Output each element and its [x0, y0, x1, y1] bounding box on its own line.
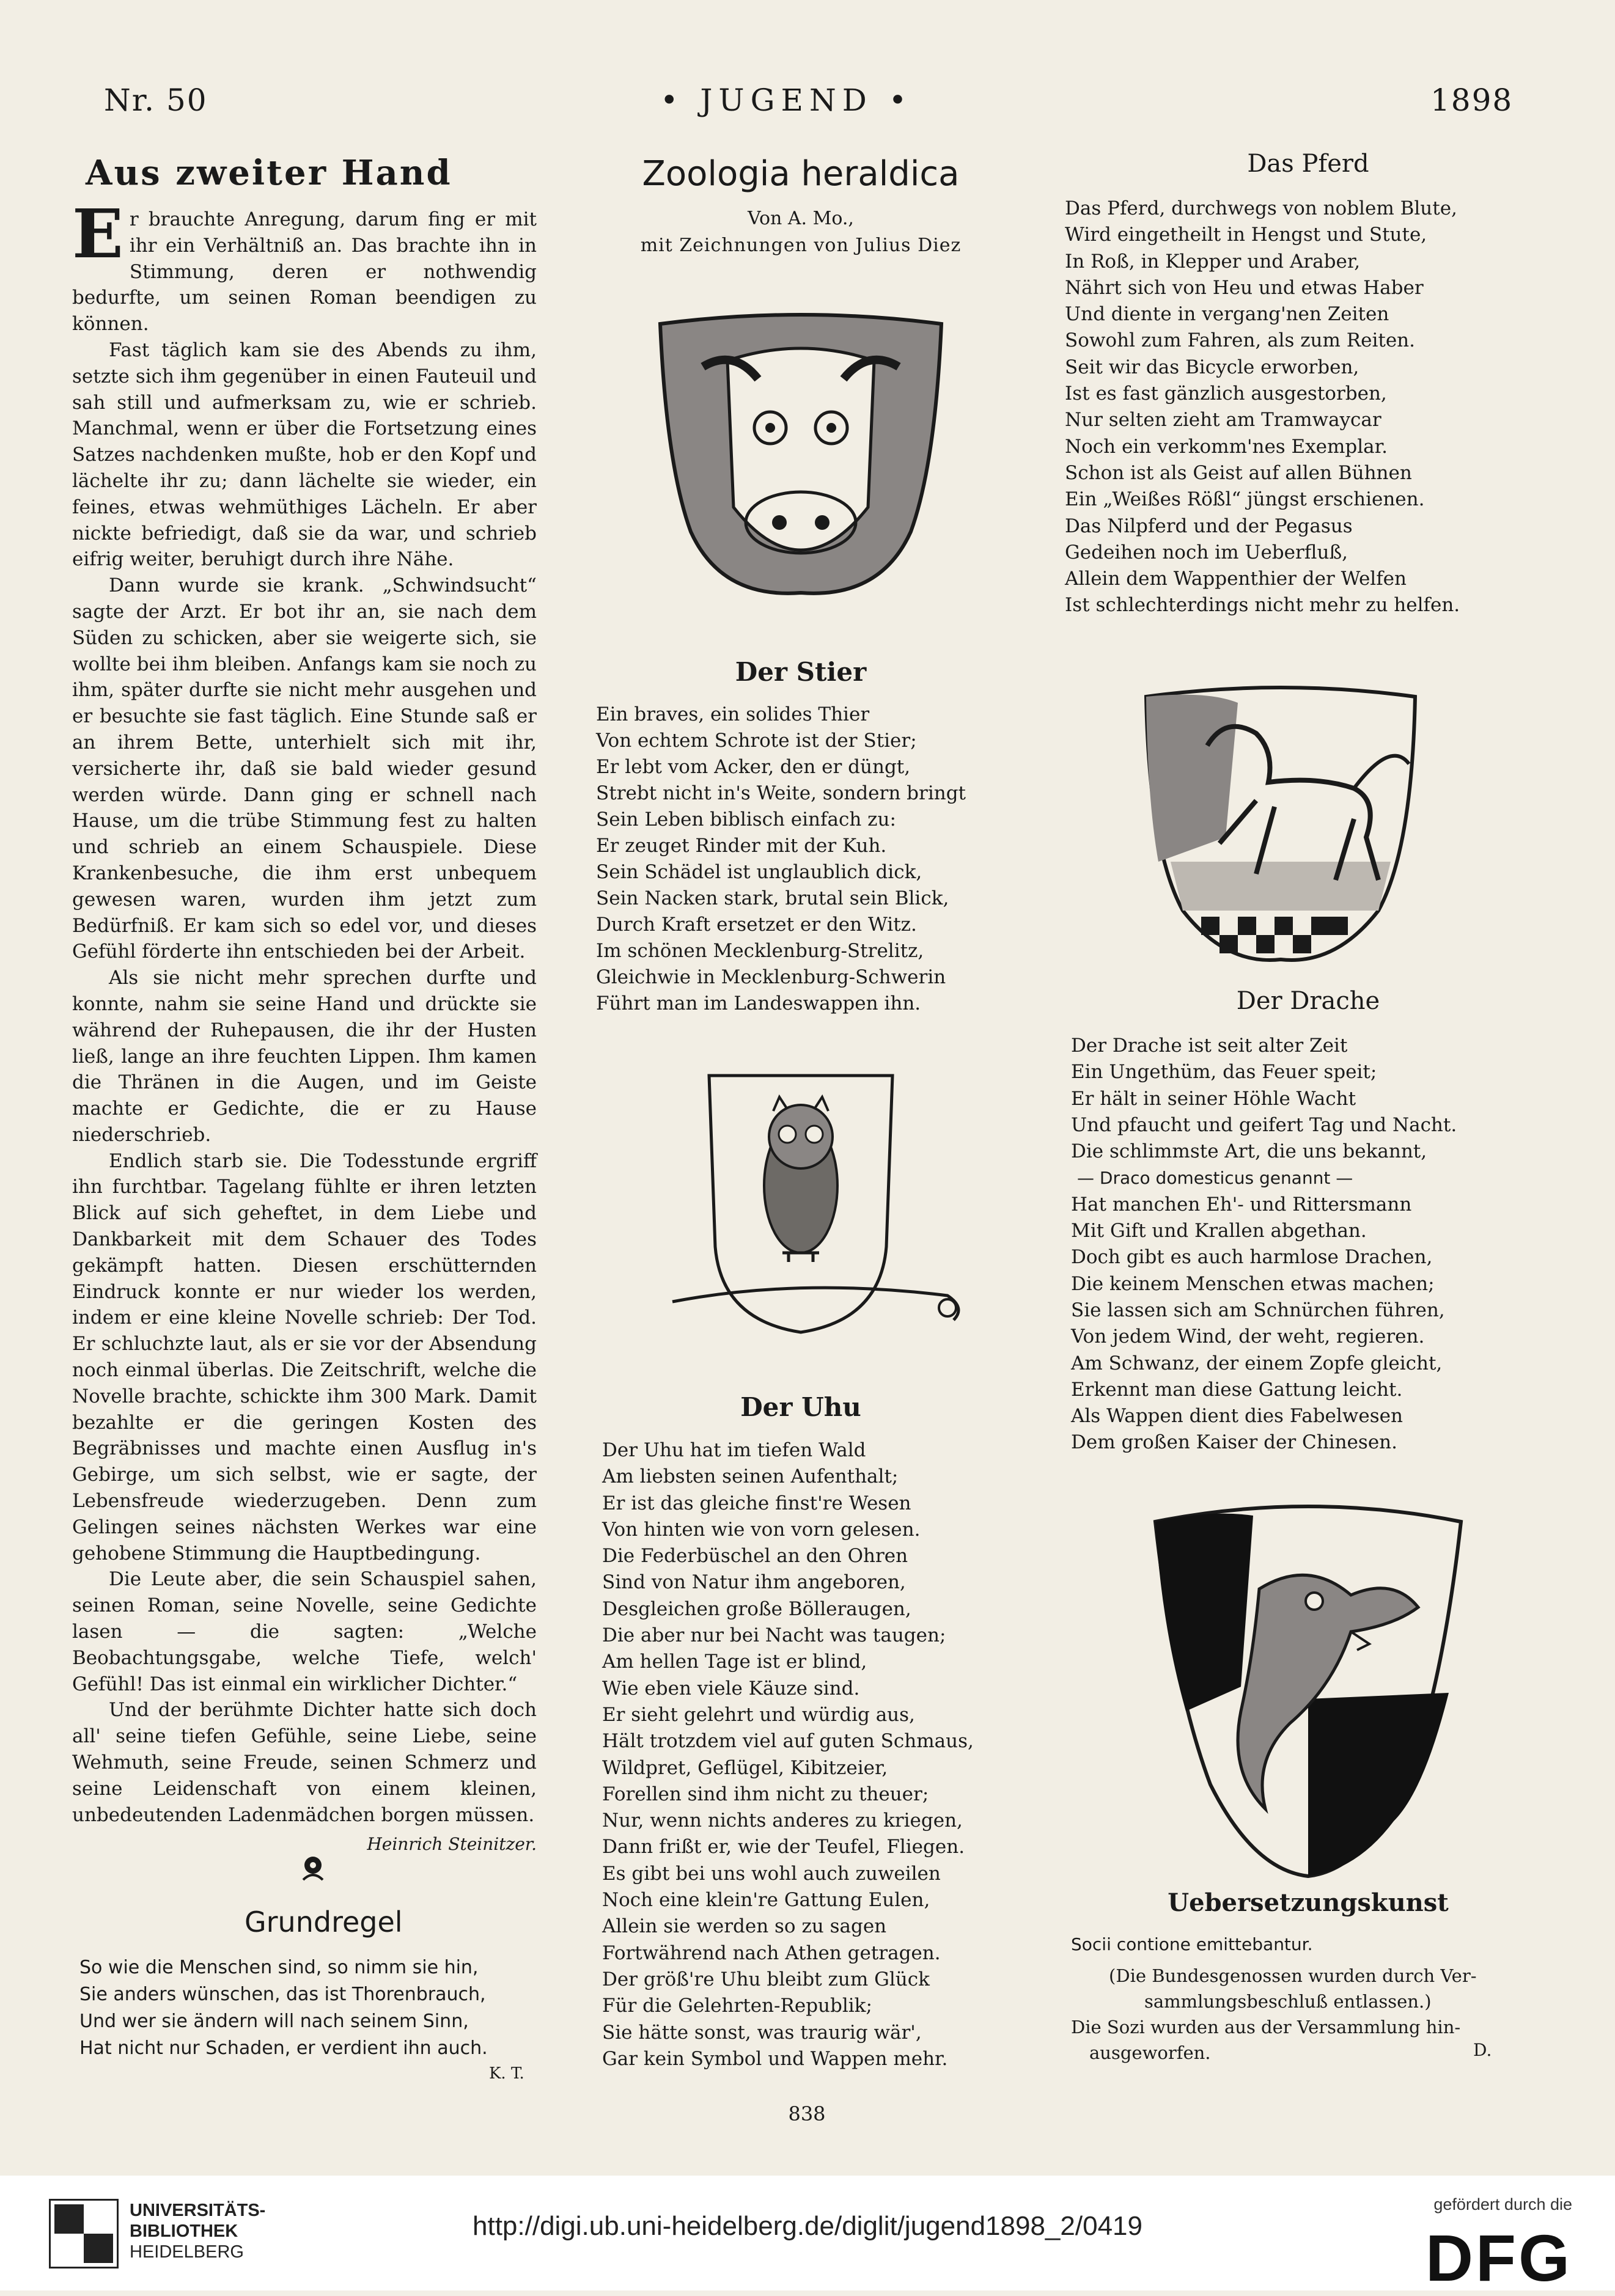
poem-line: Führt man im Landeswappen ihn.	[596, 992, 921, 1014]
poem-line: Erkennt man diese Gattung leicht.	[1071, 1378, 1403, 1401]
poem-line: Ein „Weißes Rößl“ jüngst erschienen.	[1065, 488, 1425, 511]
poem-line: Gleichwie in Mecklenburg-Schwerin	[596, 966, 946, 988]
drop-cap: E	[72, 194, 123, 273]
poem-line: Forellen sind ihm nicht zu theuer;	[602, 1783, 929, 1805]
poem-line: Der Drache ist seit alter Zeit	[1071, 1035, 1348, 1057]
poem-line: Allein dem Wappenthier der Welfen	[1065, 568, 1407, 590]
poem-line: So wie die Menschen sind, so nimm sie hin,	[79, 1957, 479, 1978]
poem-line: Ein braves, ein solides Thier	[596, 703, 870, 725]
poem-line: Der größ're Uhu bleibt zum Glück	[602, 1968, 930, 1990]
stier-title: Der Stier	[735, 657, 867, 687]
poem-line: Der Uhu hat im tiefen Wald	[602, 1439, 866, 1461]
poem-line: Und pfaucht und geifert Tag und Nacht.	[1071, 1113, 1457, 1136]
library-line: BIBLIOTHEK	[130, 2221, 238, 2241]
poem-line: In Roß, in Klepper und Araber,	[1065, 250, 1361, 273]
flower-ornament-icon	[296, 1852, 330, 1886]
funding-caption: gefördert durch die	[1433, 2195, 1572, 2213]
poem-line: Schon ist als Geist auf allen Bühnen	[1065, 461, 1412, 484]
paragraph: Und der berühmte Dichter hatte sich doch all' seine tiefen Gefühle, seine Liebe, seine Wehmuth, seine Freude, seinen Schmerz und seine Leidenschaft von einem kleinen, unbedeutenden Ladenmädchen borgen müssen.	[72, 1699, 537, 1826]
poem-line: Als Wappen dient dies Fabelwesen	[1071, 1405, 1403, 1428]
byline-author: Von A. Mo.,	[748, 208, 854, 229]
poem-line: Ein Ungethüm, das Feuer speit;	[1071, 1061, 1377, 1084]
poem-line: Die schlimmste Art, die uns bekannt,	[1071, 1140, 1427, 1163]
byline-illustrator: mit Zeichnungen von Julius Diez	[640, 235, 962, 256]
poem-line: Am liebsten seinen Aufenthalt;	[602, 1465, 899, 1488]
poem-line: Durch Kraft ersetzet er den Witz.	[596, 914, 917, 936]
poem-line: Die Federbüschel an den Ohren	[602, 1545, 908, 1568]
poem-line: Ist schlechterdings nicht mehr zu helfen.	[1065, 594, 1460, 617]
poem-line: Sind von Natur ihm angeboren,	[602, 1571, 906, 1594]
poem-line: Dann frißt er, wie der Teufel, Fliegen.	[602, 1836, 965, 1858]
text-line: ausgeworfen.	[1089, 2042, 1211, 2063]
issue-number: Nr. 50	[104, 83, 208, 118]
poem-line: Für die Gelehrten-Republik;	[602, 1995, 872, 2017]
poem-line: Ist es fast gänzlich ausgestorben,	[1065, 383, 1387, 405]
poem-line: Die aber nur bei Nacht was taugen;	[602, 1624, 946, 1647]
poem-line: Er ist das gleiche finst're Wesen	[602, 1492, 911, 1514]
poem-line: Das Nilpferd und der Pegasus	[1065, 515, 1353, 537]
poem-line: Die keinem Menschen etwas machen;	[1071, 1272, 1435, 1295]
poem-line: Nur selten zieht am Tramwaycar	[1065, 409, 1381, 431]
poem-line: Strebt nicht in's Weite, sondern bringt	[596, 782, 966, 804]
dragon-shield-icon	[1149, 1503, 1467, 1882]
text-line: Die Sozi wurden aus der Versammlung hin-	[1071, 2017, 1461, 2037]
horse-shield-icon	[1134, 678, 1427, 972]
drache-title: Der Drache	[1236, 987, 1380, 1015]
paragraph: r brauchte Anregung, darum fing er mit ihr ein Verhältniß an. Das brachte ihn in Stimmung, deren er nothwendig bedurfte, um seinen Roman beendigen zu können.	[72, 208, 537, 336]
poem-line: Desgleichen große Bölleraugen,	[602, 1597, 911, 1620]
pferd-poem	[1065, 196, 1554, 619]
poem-line: Sie anders wünschen, das ist Thorenbrauch,	[79, 1984, 486, 2005]
poem-line: Wildpret, Geflügel, Kibitzeier,	[602, 1756, 888, 1779]
section-title: Zoologia heraldica	[642, 154, 960, 194]
poem-line: Sie lassen sich am Schnürchen führen,	[1071, 1299, 1445, 1321]
poem-line: Dem großen Kaiser der Chinesen.	[1071, 1431, 1397, 1454]
poem-line: Sein Schädel ist unglaublich dick,	[596, 861, 922, 883]
poem-line: Fortwährend nach Athen getragen.	[602, 1942, 941, 1964]
poem-line: Hat nicht nur Schaden, er verdient ihn auch.	[79, 2037, 488, 2059]
grundregel-poem	[79, 1954, 532, 2062]
magazine-title: • JUGEND •	[660, 83, 913, 118]
poem-signature: K. T.	[489, 2064, 524, 2083]
source-url-link[interactable]: http://digi.ub.uni-heidelberg.de/diglit/jugend1898_2/0419	[473, 2211, 1142, 2241]
poem-line: Er hält in seiner Höhle Wacht	[1071, 1087, 1356, 1110]
poem-line: — Draco domesticus genannt —	[1077, 1168, 1353, 1189]
poem-line: Sie hätte sonst, was traurig wär',	[602, 2021, 922, 2044]
poem-line: Nur, wenn nichts anderes zu kriegen,	[602, 1810, 963, 1832]
paragraph: Die Leute aber, die sein Schauspiel sahen, seinen Roman, seine Novelle, seine Gedichte lasen — die sagten: „Welche Beobachtungsgabe, welche Tiefe, welch' Gefühl! Das ist einmal ein wirklicher Dichter.“	[72, 1568, 537, 1695]
poem-line: Allein sie werden so zu sagen	[602, 1915, 887, 1938]
uhu-poem	[602, 1437, 1030, 2072]
poem-line: Im schönen Mecklenburg-Strelitz,	[596, 940, 924, 962]
text-line: (Die Bundesgenossen wurden durch Ver-	[1109, 1965, 1477, 1986]
bull-shield-icon	[648, 312, 954, 605]
pferd-title: Das Pferd	[1247, 150, 1369, 178]
uhu-title: Der Uhu	[740, 1392, 861, 1422]
poem-line: Noch eine klein're Gattung Eulen,	[602, 1889, 930, 1912]
poem-line: Und wer sie ändern will nach seinem Sinn,	[79, 2011, 469, 2032]
poem-line: Er sieht gelehrt und würdig aus,	[602, 1703, 915, 1726]
poem-line: Hält trotzdem viel auf guten Schmaus,	[602, 1730, 974, 1753]
poem-line: Von jedem Wind, der weht, regieren.	[1071, 1326, 1425, 1348]
poem-line: Sowohl zum Fahren, als zum Reiten.	[1065, 329, 1416, 352]
poem-line: Am hellen Tage ist er blind,	[602, 1651, 867, 1673]
poem-line: Noch ein verkomm'nes Exemplar.	[1065, 435, 1388, 458]
poem-title: Grundregel	[245, 1905, 403, 1938]
story-text	[72, 194, 537, 1858]
story-signature: Heinrich Steinitzer.	[367, 1834, 537, 1855]
dfg-logo: DFG	[1426, 2221, 1572, 2295]
poem-line: Von hinten wie von vorn gelesen.	[602, 1518, 921, 1541]
page-number: 838	[788, 2102, 826, 2125]
paragraph: Als sie nicht mehr sprechen durfte und konnte, nahm sie seine Hand und drückte sie während der Ruhepausen, die ihr der Husten ließ, lange an ihre feuchten Lippen. Ihm kamen die Thränen in die Augen, und im Geiste machte er Gedichte, die er zu Hause niederschrieb.	[72, 967, 537, 1146]
poem-line: Wird eingetheilt in Hengst und Stute,	[1065, 224, 1427, 246]
poem-line: Sein Leben biblisch einfach zu:	[596, 809, 896, 831]
poem-line: Gedeihen noch im Ueberfluß,	[1065, 541, 1348, 563]
poem-line: Das Pferd, durchwegs von noblem Blute,	[1065, 197, 1457, 219]
paragraph: Dann wurde sie krank. „Schwindsucht“ sagte der Arzt. Er bot ihr an, sie nach dem Süden zu schicken, aber sie weigerte sich, sie wollte bei ihm bleiben. Anfangs kam sie noch zu ihm, später durfte sie nicht mehr ausgehen und er besuchte sie fast täglich. Eine Stunde saß er an ihrem Bette, unterhielt sich mit ihr, versicherte ihr, daß sie bald wieder gesund werden würde. Dann ging er schnell nach Hause, um die trübe Stimmung fest zu halten und schrieb an einem Schauspiele. Diese Krankenbesuche, die ihm erst unbequem gewesen waren, wurden ihm jetzt zum Bedürfniß. Er kam sich so edel vor, und dieses Gefühl förderte ihn entschieden bei der Arbeit.	[72, 574, 537, 963]
poem-line: Hat manchen Eh'- und Rittersmann	[1071, 1193, 1412, 1216]
poem-line: Nährt sich von Heu und etwas Haber	[1065, 276, 1424, 299]
drache-poem	[1071, 1033, 1560, 1456]
owl-shield-icon	[648, 1063, 978, 1357]
poem-line: Gar kein Symbol und Wappen mehr.	[602, 2047, 948, 2070]
poem-line: Mit Gift und Krallen abgethan.	[1071, 1220, 1367, 1242]
paragraph: Endlich starb sie. Die Todesstunde ergriff ihn furchtbar. Tagelang fühlte er ihren letzten Blick auf sich geheftet, in dem Liebe und Dankbarkeit mit dem Schauer des Todes gekämpft hatten. Diesen erschütternden Eindruck konnte er nur wieder los werden, indem er eine kleine Novelle schrieb: Der Tod. Er schluchzte laut, als er sie vor der Absendung noch einmal überlas. Die Zeitschrift, welche die Novelle brachte, schickte ihm 300 Mark. Damit bezahlte er die geringen Kosten des Begräbnisses und machte einen Ausflug in's Gebirge, um sich selbst, wie er sagte, der Lebensfreude wiederzugeben. Denn zum Gelingen seines nächsten Werkes war eine gehobene Stimmung die Hauptbedingung.	[72, 1150, 537, 1564]
poem-line: Sein Nacken stark, brutal sein Blick,	[596, 887, 949, 909]
year: 1898	[1430, 83, 1514, 118]
poem-line: Doch gibt es auch harmlose Drachen,	[1071, 1246, 1433, 1269]
paragraph: Fast täglich kam sie des Abends zu ihm, setzte sich ihm gegenüber in einen Fauteuil und sah still und aufmerksam zu, wie er schrieb. Manchmal, wenn er über die Fortsetzung eines Satzes nachdenken mußte, hob er den Kopf und lächelte ihr zu; dann lächelte sie wieder, ein feines, etwas wehmüthiges Lächeln. Er aber nickte befriedigt, daß sie da war, und schrieb eifrig weiter, beruhigt durch ihre Nähe.	[72, 339, 537, 571]
poem-line: Es gibt bei uns wohl auch zuweilen	[602, 1862, 941, 1885]
kunst-signature: D.	[1473, 2040, 1492, 2060]
library-line: HEIDELBERG	[130, 2242, 244, 2262]
library-line: UNIVERSITÄTS-	[130, 2201, 266, 2220]
poem-line: Seit wir das Bicycle erworben,	[1065, 356, 1359, 378]
text-line: sammlungsbeschluß entlassen.)	[1144, 1991, 1432, 2012]
poem-line: Er lebt vom Acker, den er düngt,	[596, 756, 911, 778]
poem-line: Am Schwanz, der einem Zopfe gleicht,	[1071, 1352, 1443, 1374]
poem-line: Von echtem Schrote ist der Stier;	[596, 730, 917, 752]
poem-line: Wie eben viele Käuze sind.	[602, 1677, 860, 1700]
kunst-latin: Socii contione emittebantur.	[1071, 1934, 1313, 1954]
stier-poem	[596, 702, 1024, 1017]
story-title: Aus zweiter Hand	[86, 153, 452, 193]
poem-line: Er zeuget Rinder mit der Kuh.	[596, 835, 887, 857]
kunst-title: Uebersetzungskunst	[1168, 1888, 1449, 1917]
poem-line: Und diente in vergang'nen Zeiten	[1065, 303, 1389, 326]
